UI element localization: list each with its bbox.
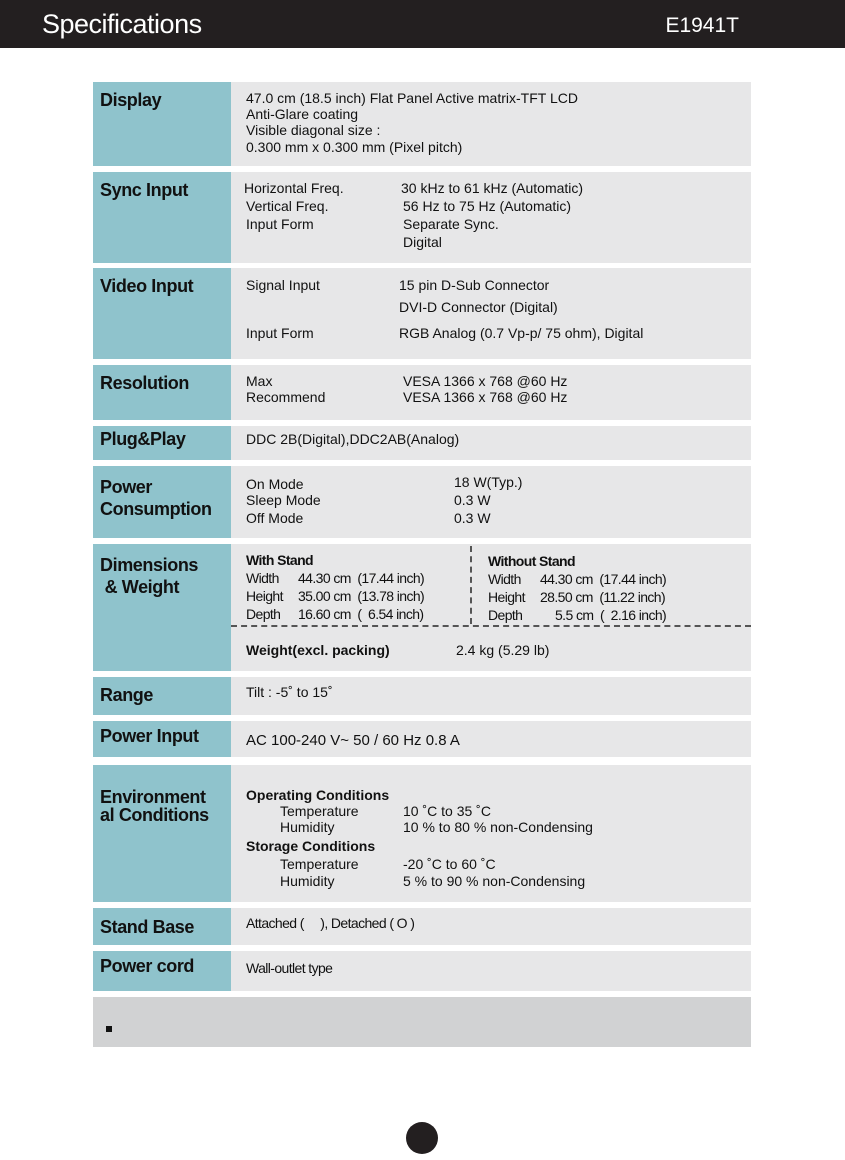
spec-value: 35.00 cm (13.78 inch) bbox=[298, 588, 425, 604]
spec-label: Display bbox=[100, 90, 162, 110]
spec-value: RGB Analog (0.7 Vp-p/ 75 ohm), Digital bbox=[399, 325, 644, 341]
spec-value: VESA 1366 x 768 @60 Hz bbox=[403, 389, 568, 405]
spec-value: 44.30 cm (17.44 inch) bbox=[540, 571, 667, 587]
spec-value: Tilt : -5˚ to 15˚ bbox=[246, 684, 333, 700]
spec-value-cell bbox=[231, 466, 751, 538]
spec-label-cell bbox=[93, 82, 231, 166]
spec-value: DDC 2B(Digital),DDC2AB(Analog) bbox=[246, 431, 460, 447]
spec-value-cell bbox=[231, 908, 751, 945]
spec-value-cell bbox=[231, 365, 751, 420]
spec-key: Signal Input bbox=[246, 277, 320, 293]
spec-key: Off Mode bbox=[246, 510, 304, 526]
spec-value: DVI-D Connector (Digital) bbox=[399, 299, 558, 315]
spec-key: Height bbox=[488, 589, 525, 605]
display-line: Visible diagonal size : bbox=[246, 122, 381, 138]
spec-value-cell bbox=[231, 677, 751, 715]
spec-key: Humidity bbox=[280, 873, 335, 889]
storage-conditions-title: Storage Conditions bbox=[246, 838, 376, 854]
page-number-circle bbox=[406, 1122, 438, 1154]
spec-value: Digital bbox=[403, 234, 442, 250]
spec-key: Input Form bbox=[246, 325, 314, 341]
spec-label: al Conditions bbox=[100, 805, 209, 825]
page-title: Specifications bbox=[42, 9, 202, 39]
spec-label-cell bbox=[93, 466, 231, 538]
spec-value-cell bbox=[231, 951, 751, 991]
spec-label: Video Input bbox=[100, 276, 194, 296]
spec-row-stand-base bbox=[93, 908, 751, 945]
spec-value: 16.60 cm ( 6.54 inch) bbox=[298, 606, 424, 622]
spec-label: Resolution bbox=[100, 373, 189, 393]
without-stand-title: Without Stand bbox=[488, 553, 575, 569]
spec-value-cell bbox=[231, 82, 751, 166]
spec-label: Power Input bbox=[100, 726, 199, 746]
spec-value: 2.4 kg (5.29 lb) bbox=[456, 642, 550, 658]
spec-value: 0.3 W bbox=[454, 510, 491, 526]
spec-label-cell bbox=[93, 721, 231, 757]
spec-value-cell bbox=[231, 765, 751, 902]
spec-key: Horizontal Freq. bbox=[244, 180, 344, 196]
display-line: Anti-Glare coating bbox=[246, 106, 359, 122]
display-line: 0.300 mm x 0.300 mm (Pixel pitch) bbox=[246, 139, 463, 155]
spec-key: Input Form bbox=[246, 216, 314, 232]
spec-label: Dimensions bbox=[100, 555, 199, 575]
section-divider bbox=[231, 625, 751, 627]
spec-row-resolution bbox=[93, 365, 751, 420]
spec-label: Environment bbox=[100, 787, 206, 807]
spec-label: Range bbox=[100, 685, 154, 705]
spec-key: Temperature bbox=[280, 856, 359, 872]
spec-label-cell bbox=[93, 908, 231, 945]
spec-label: Power cord bbox=[100, 956, 195, 976]
spec-row-power-input bbox=[93, 721, 751, 757]
spec-label-cell bbox=[93, 268, 231, 359]
spec-value: -20 ˚C to 60 ˚C bbox=[403, 856, 496, 872]
spec-row-environmental-conditions bbox=[93, 765, 751, 902]
spec-row-power-consumption bbox=[93, 466, 751, 538]
spec-value-cell bbox=[231, 268, 751, 359]
spec-value: AC 100-240 V~ 50 / 60 Hz 0.8 A bbox=[246, 732, 460, 749]
column-divider bbox=[470, 546, 472, 624]
spec-key: Width bbox=[488, 571, 521, 587]
spec-row-video-input bbox=[93, 268, 751, 359]
spec-value: 30 kHz to 61 kHz (Automatic) bbox=[401, 180, 584, 196]
spec-value: 5 % to 90 % non-Condensing bbox=[403, 873, 586, 889]
spec-label-cell bbox=[93, 544, 231, 671]
spec-label-cell bbox=[93, 172, 231, 263]
spec-value: 15 pin D-Sub Connector bbox=[399, 277, 550, 293]
display-line: 47.0 cm (18.5 inch) Flat Panel Active matrix-TFT LCD bbox=[246, 90, 578, 106]
spec-value-cell bbox=[231, 426, 751, 460]
spec-row-range bbox=[93, 677, 751, 715]
spec-key: Sleep Mode bbox=[246, 492, 321, 508]
bullet-icon bbox=[106, 1026, 112, 1032]
spec-key: Weight(excl. packing) bbox=[246, 642, 390, 658]
spec-value: 10 % to 80 % non-Condensing bbox=[403, 819, 593, 835]
spec-value: 0.3 W bbox=[454, 492, 491, 508]
spec-label: Consumption bbox=[100, 499, 212, 519]
operating-conditions-title: Operating Conditions bbox=[246, 787, 390, 803]
note-box bbox=[93, 997, 751, 1047]
spec-value: 28.50 cm (11.22 inch) bbox=[540, 589, 666, 605]
spec-key: Vertical Freq. bbox=[246, 198, 329, 214]
spec-key: Height bbox=[246, 588, 283, 604]
spec-label: Plug&Play bbox=[100, 429, 186, 449]
with-stand-title: With Stand bbox=[246, 552, 313, 568]
spec-label-cell bbox=[93, 426, 231, 460]
spec-label-cell bbox=[93, 677, 231, 715]
header-bar bbox=[0, 0, 845, 48]
spec-value-cell bbox=[231, 172, 751, 263]
spec-key: Temperature bbox=[280, 803, 359, 819]
spec-value: Attached ( ), Detached ( O ) bbox=[246, 915, 415, 931]
spec-label-cell bbox=[93, 365, 231, 420]
spec-value: VESA 1366 x 768 @60 Hz bbox=[403, 373, 568, 389]
spec-row-display bbox=[93, 82, 751, 166]
spec-value-cell bbox=[231, 544, 751, 671]
spec-row-power-cord bbox=[93, 951, 751, 991]
spec-row-sync-input bbox=[93, 172, 751, 263]
spec-value: 10 ˚C to 35 ˚C bbox=[403, 803, 491, 819]
spec-key: Humidity bbox=[280, 819, 335, 835]
model-number: E1941T bbox=[665, 14, 739, 37]
spec-label: Power bbox=[100, 477, 153, 497]
spec-key: Depth bbox=[246, 606, 281, 622]
spec-key: Depth bbox=[488, 607, 523, 623]
spec-key: Recommend bbox=[246, 389, 326, 405]
spec-value: 44.30 cm (17.44 inch) bbox=[298, 570, 425, 586]
spec-label: & Weight bbox=[100, 577, 180, 597]
spec-value: Wall-outlet type bbox=[246, 960, 333, 976]
spec-value: 5.5 cm ( 2.16 inch) bbox=[555, 607, 667, 623]
spec-label-cell bbox=[93, 765, 231, 902]
spec-value: 56 Hz to 75 Hz (Automatic) bbox=[403, 198, 572, 214]
spec-label-cell bbox=[93, 951, 231, 991]
spec-value: 18 W(Typ.) bbox=[454, 474, 523, 490]
spec-label: Sync Input bbox=[100, 180, 189, 200]
spec-label: Stand Base bbox=[100, 917, 195, 937]
spec-key: On Mode bbox=[246, 476, 304, 492]
spec-value-cell bbox=[231, 721, 751, 757]
spec-key: Max bbox=[246, 373, 273, 389]
spec-key: Width bbox=[246, 570, 279, 586]
spec-row-plug-and-play bbox=[93, 426, 751, 460]
spec-value: Separate Sync. bbox=[403, 216, 499, 232]
spec-row-dimensions-weight bbox=[93, 544, 751, 671]
